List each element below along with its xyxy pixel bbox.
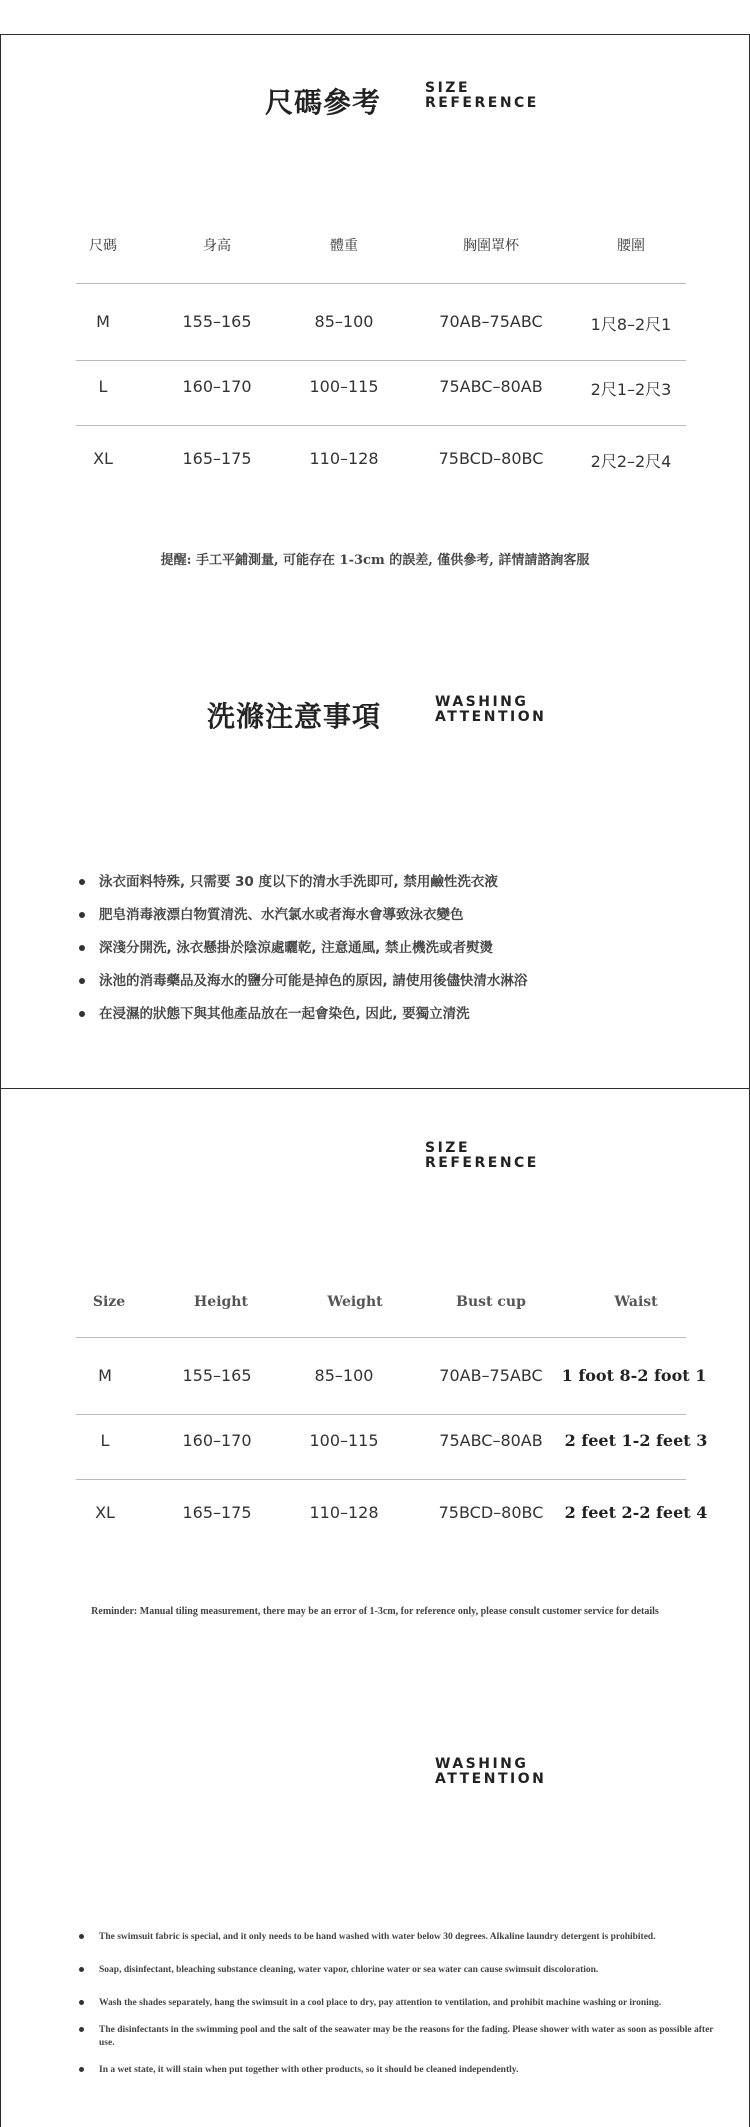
table-cell: 100–115	[309, 377, 379, 396]
table-cell: 85–100	[314, 312, 374, 331]
washing-title-english: WASHING ATTENTION	[435, 1756, 547, 1787]
table-cell: 2尺2–2尺4	[590, 452, 672, 471]
list-item: 在浸濕的狀態下與其他產品放在一起會染色, 因此, 要獨立清洗	[79, 1005, 527, 1038]
table-header: 尺碼	[89, 238, 117, 254]
table-cell: 70AB–75ABC	[439, 1366, 543, 1385]
table-cell: 110–128	[309, 1503, 379, 1522]
list-item: 深淺分開洗, 泳衣懸掛於陰涼處曬乾, 注意通風, 禁止機洗或者熨燙	[79, 939, 527, 972]
table-cell: XL	[95, 1503, 115, 1522]
table-cell: 160–170	[182, 1431, 252, 1450]
table-cell: M	[98, 1366, 112, 1385]
table-cell: XL	[93, 449, 113, 468]
size-title-chinese: 尺碼參考	[265, 86, 382, 119]
table-header: Size	[92, 1294, 126, 1310]
table-cell: 155–165	[182, 1366, 252, 1385]
size-title-english: SIZE REFERENCE	[425, 80, 539, 111]
list-item: 泳池的消毒藥品及海水的鹽分可能是掉色的原因, 請使用後儘快清水淋浴	[79, 972, 527, 1005]
table-cell: 165–175	[182, 449, 252, 468]
table-cell: 75ABC–80AB	[439, 1431, 543, 1450]
measurement-reminder: Reminder: Manual tiling measurement, there may be an error of 1-3cm, for reference only, please consult customer service for details	[91, 1606, 659, 1617]
table-divider	[76, 1479, 686, 1480]
table-divider	[76, 283, 686, 284]
table-cell: 2尺1–2尺3	[590, 380, 672, 399]
table-header: Bust cup	[456, 1294, 526, 1310]
table-divider	[76, 425, 686, 426]
washing-title-english: WASHING ATTENTION	[435, 694, 547, 725]
table-cell: 85–100	[314, 1366, 374, 1385]
table-divider	[76, 1414, 686, 1415]
table-cell: 110–128	[309, 449, 379, 468]
list-item: In a wet state, it will stain when put together with other products, so it should be cleaned independently.	[79, 2064, 729, 2077]
list-item: Wash the shades separately, hang the swimsuit in a cool place to dry, pay attention to ventilation, and prohibit machine washing or ironing.	[79, 1997, 729, 2010]
list-item: The swimsuit fabric is special, and it only needs to be hand washed with water below 30 degrees. Alkaline laundry detergent is prohibited.	[79, 1931, 729, 1944]
table-cell: 75BCD–80BC	[438, 449, 544, 468]
measurement-reminder: 提醒: 手工平鋪測量, 可能存在 1-3cm 的誤差, 僅供參考, 詳情請諮詢客服	[160, 553, 590, 568]
washing-instructions-list	[79, 873, 527, 1038]
table-cell: M	[96, 312, 110, 331]
list-item: The disinfectants in the swimming pool and the salt of the seawater may be the reasons for the fading. Please shower with water as soon as possible after use.	[79, 2024, 729, 2050]
table-divider	[76, 1337, 686, 1338]
washing-instructions-list	[79, 1931, 729, 2077]
table-header: 胸圍罩杯	[463, 238, 519, 254]
table-header: Weight	[327, 1294, 383, 1310]
size-guide-panel-chinese	[0, 34, 750, 1090]
table-cell: L	[100, 1431, 110, 1450]
list-item: Soap, disinfectant, bleaching substance cleaning, water vapor, chlorine water or sea water can cause swimsuit discoloration.	[79, 1964, 729, 1977]
size-guide-panel-english	[0, 1088, 750, 2127]
table-cell: 2 feet 1-2 feet 3	[564, 1431, 708, 1450]
table-cell: 160–170	[182, 377, 252, 396]
table-cell: 1 foot 8-2 foot 1	[561, 1366, 707, 1385]
table-header: 體重	[330, 238, 358, 254]
table-divider	[76, 360, 686, 361]
washing-title-chinese: 洗滌注意事項	[207, 700, 382, 733]
table-cell: 1尺8–2尺1	[590, 315, 672, 334]
table-cell: 75ABC–80AB	[439, 377, 543, 396]
table-cell: 155–165	[182, 312, 252, 331]
table-cell: L	[98, 377, 108, 396]
table-header: 身高	[203, 238, 231, 254]
list-item: 泳衣面料特殊, 只需要 30 度以下的清水手洗即可, 禁用鹼性洗衣液	[79, 873, 527, 906]
table-cell: 70AB–75ABC	[439, 312, 543, 331]
table-cell: 100–115	[309, 1431, 379, 1450]
table-cell: 165–175	[182, 1503, 252, 1522]
table-header: Height	[194, 1294, 248, 1310]
table-cell: 75BCD–80BC	[438, 1503, 544, 1522]
table-header: Waist	[614, 1294, 658, 1310]
table-cell: 2 feet 2-2 feet 4	[564, 1503, 708, 1522]
list-item: 肥皂消毒液漂白物質清洗、水汽氯水或者海水會導致泳衣變色	[79, 906, 527, 939]
size-title-english: SIZE REFERENCE	[425, 1140, 539, 1171]
table-header: 腰圍	[617, 238, 645, 254]
